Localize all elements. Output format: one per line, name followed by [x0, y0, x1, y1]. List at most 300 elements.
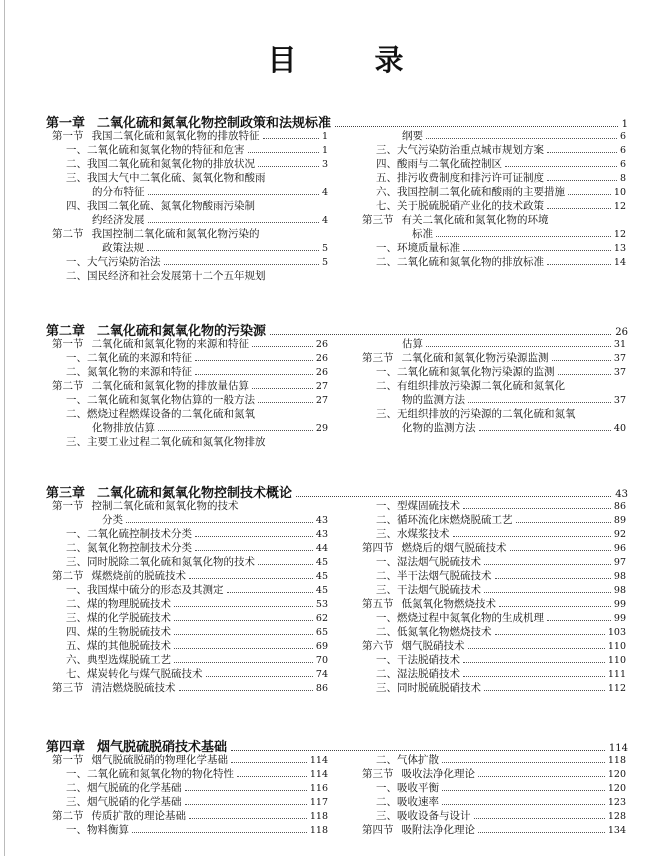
- section-entry[interactable]: [356, 541, 626, 555]
- entry-page-number: 86: [315, 683, 328, 694]
- dot-leader: [231, 750, 605, 751]
- entry-page-number: 13: [613, 243, 626, 254]
- section-number: 第一节: [52, 500, 84, 512]
- toc-entry[interactable]: [46, 143, 328, 157]
- dot-leader: [568, 194, 611, 195]
- section-number: 第三节: [362, 768, 394, 780]
- dot-leader: [558, 374, 611, 375]
- section-entry[interactable]: [46, 499, 328, 513]
- entry-label: 第一节 控制二氧化硫和氮氧化物的技术: [52, 500, 239, 512]
- dot-leader: [478, 776, 605, 777]
- entry-label: 一、物料衡算: [66, 824, 129, 836]
- chapter-page-number: 26: [615, 327, 628, 338]
- entry-page-number: 98: [613, 585, 626, 596]
- toc-entry[interactable]: [46, 527, 328, 541]
- entry-page-number: 114: [309, 769, 328, 780]
- section-entry[interactable]: [46, 569, 328, 583]
- toc-entry[interactable]: [356, 513, 626, 527]
- entry-page-number: 29: [315, 423, 328, 434]
- page-title: 目 录: [267, 43, 438, 77]
- dot-leader: [463, 662, 605, 663]
- chapter-number: 第一章: [46, 116, 86, 131]
- chapter-heading[interactable]: [46, 320, 628, 339]
- toc-entry[interactable]: [46, 241, 328, 255]
- entry-label: 化物排放估算: [92, 422, 155, 434]
- toc-column-left: [46, 337, 328, 449]
- section-entry[interactable]: [46, 227, 328, 241]
- entry-page-number: 116: [309, 783, 328, 794]
- entry-label: 化物的监测方法: [402, 422, 476, 434]
- toc-entry[interactable]: [356, 407, 626, 421]
- section-entry[interactable]: [46, 681, 328, 695]
- chapter-title: 二氧化硫和氮氧化物的污染源: [97, 324, 267, 339]
- entry-label: 一、湿法烟气脱硫技术: [376, 556, 481, 568]
- section-entry[interactable]: [46, 337, 328, 351]
- dot-leader: [516, 522, 611, 523]
- dot-leader: [126, 522, 313, 523]
- section-entry[interactable]: [356, 213, 626, 227]
- dot-leader: [547, 180, 617, 181]
- entry-page-number: 37: [613, 367, 626, 378]
- entry-label: 二、我国二氧化硫和氮氧化物的排放状况: [66, 158, 255, 170]
- dot-leader: [436, 236, 611, 237]
- entry-label: 三、吸收设备与设计: [376, 810, 471, 822]
- dot-leader: [547, 152, 617, 153]
- entry-label: 第三节 清洁燃烧脱硫技术: [52, 682, 176, 694]
- dot-leader: [179, 690, 313, 691]
- dot-leader: [174, 648, 313, 649]
- toc-entry[interactable]: [356, 143, 626, 157]
- entry-label: 第三节 吸收法净化理论: [362, 768, 475, 780]
- dot-leader: [426, 346, 611, 347]
- toc-entry[interactable]: [356, 809, 626, 823]
- dot-leader: [148, 222, 319, 223]
- entry-page-number: 103: [607, 627, 626, 638]
- entry-label: 一、二氧化硫和氮氧化物的物化特性: [66, 768, 234, 780]
- toc-entry[interactable]: [356, 611, 626, 625]
- toc-entry[interactable]: [46, 407, 328, 421]
- dot-leader: [174, 662, 313, 663]
- entry-page-number: 120: [607, 769, 626, 780]
- chapter-page-number: 43: [615, 489, 628, 500]
- section-entry[interactable]: [356, 639, 626, 653]
- toc-entry[interactable]: [46, 625, 328, 639]
- entry-label: 一、干法脱硝技术: [376, 654, 460, 666]
- entry-page-number: 110: [607, 641, 626, 652]
- entry-page-number: 1: [321, 131, 328, 142]
- entry-page-number: 5: [321, 257, 328, 268]
- entry-page-number: 112: [607, 683, 626, 694]
- toc-entry[interactable]: [356, 171, 626, 185]
- toc-entry[interactable]: [46, 639, 328, 653]
- entry-page-number: 27: [315, 381, 328, 392]
- dot-leader: [463, 676, 605, 677]
- toc-entry[interactable]: [356, 795, 626, 809]
- dot-leader: [258, 564, 313, 565]
- entry-page-number: 1: [321, 145, 328, 156]
- dot-leader: [484, 564, 611, 565]
- toc-entry[interactable]: [46, 781, 328, 795]
- dot-leader: [164, 264, 319, 265]
- chapter-title: 二氧化硫和氮氧化物控制政策和法规标准: [97, 116, 332, 131]
- dot-leader: [174, 634, 313, 635]
- toc-entry[interactable]: [46, 157, 328, 171]
- section-number: 第一节: [52, 130, 84, 142]
- chapter-heading[interactable]: [46, 482, 628, 501]
- entry-label: 二、煤的物理脱硫技术: [66, 598, 171, 610]
- toc-column-right: [356, 337, 626, 435]
- page-edge-line: [4, 0, 5, 856]
- section-number: 第一节: [52, 338, 84, 350]
- dot-leader: [174, 606, 313, 607]
- entry-label: 四、煤的生物脱硫技术: [66, 626, 171, 638]
- dot-leader: [547, 208, 611, 209]
- chapter-title: 烟气脱硫脱硝技术基础: [97, 740, 228, 755]
- entry-page-number: 45: [315, 571, 328, 582]
- entry-page-number: 92: [613, 529, 626, 540]
- entry-page-number: 70: [315, 655, 328, 666]
- entry-page-number: 99: [613, 613, 626, 624]
- chapter-heading[interactable]: [46, 112, 628, 131]
- chapter-heading[interactable]: [46, 736, 628, 755]
- toc-entry[interactable]: [356, 421, 626, 435]
- entry-label: 三、干法烟气脱硫技术: [376, 584, 481, 596]
- toc-entry[interactable]: [46, 583, 328, 597]
- toc-entry[interactable]: [356, 583, 626, 597]
- entry-label: 第一节 我国二氧化硫和氮氧化物的排放特征: [52, 130, 260, 142]
- toc-entry[interactable]: [356, 753, 626, 767]
- dot-leader: [206, 676, 313, 677]
- entry-page-number: 26: [315, 353, 328, 364]
- entry-label: 五、排污收费制度和排污许可证制度: [376, 172, 544, 184]
- toc-entry[interactable]: [46, 199, 328, 213]
- entry-label: 三、大气污染防治重点城市规划方案: [376, 144, 544, 156]
- section-number: 第二节: [52, 380, 84, 392]
- toc-entry[interactable]: [46, 421, 328, 435]
- toc-column-left: [46, 753, 328, 837]
- chapter-number: 第四章: [46, 740, 86, 755]
- section-entry[interactable]: [46, 753, 328, 767]
- toc-column-right: [356, 129, 626, 269]
- dot-leader: [442, 762, 605, 763]
- toc-entry[interactable]: [356, 157, 626, 171]
- entry-page-number: 89: [613, 515, 626, 526]
- toc-entry[interactable]: [356, 781, 626, 795]
- entry-label: 二、氮氧化物控制技术分类: [66, 542, 192, 554]
- dot-leader: [442, 790, 605, 791]
- dot-leader: [453, 536, 611, 537]
- section-number: 第一节: [52, 754, 84, 766]
- dot-leader: [552, 360, 611, 361]
- entry-page-number: 6: [619, 159, 626, 170]
- entry-page-number: 14: [613, 257, 626, 268]
- toc-entry[interactable]: [356, 667, 626, 681]
- dot-leader: [237, 776, 307, 777]
- toc-entry[interactable]: [356, 337, 626, 351]
- chapter-title: 二氧化硫和氮氧化物控制技术概论: [97, 486, 293, 501]
- dot-leader: [547, 264, 611, 265]
- toc-entry[interactable]: [46, 555, 328, 569]
- section-entry[interactable]: [356, 597, 626, 611]
- entry-label: 二、吸收速率: [376, 796, 439, 808]
- section-number: 第三节: [52, 682, 84, 694]
- toc-entry[interactable]: [356, 241, 626, 255]
- dot-leader: [495, 578, 611, 579]
- toc-entry[interactable]: [356, 393, 626, 407]
- entry-label: 六、我国控制二氧化硫和酸雨的主要措施: [376, 186, 565, 198]
- entry-label: 一、二氧化硫的来源和特征: [66, 352, 192, 364]
- entry-label: 三、水煤浆技术: [376, 528, 450, 540]
- toc-entry[interactable]: [46, 351, 328, 365]
- entry-label: 第二节 传质扩散的理论基础: [52, 810, 186, 822]
- toc-entry[interactable]: [356, 569, 626, 583]
- toc-entry[interactable]: [356, 185, 626, 199]
- toc-entry[interactable]: [46, 611, 328, 625]
- entry-page-number: 110: [607, 655, 626, 666]
- toc-entry[interactable]: [356, 527, 626, 541]
- entry-page-number: 6: [619, 145, 626, 156]
- dot-leader: [132, 832, 307, 833]
- section-number: 第三节: [362, 214, 394, 226]
- dot-leader: [468, 402, 611, 403]
- dot-leader: [479, 430, 611, 431]
- toc-entry[interactable]: [46, 823, 328, 837]
- entry-label: 三、我国大气中二氧化硫、氮氧化物和酸雨: [66, 172, 266, 184]
- entry-label: 三、同时脱除二氧化硫和氮氧化物的技术: [66, 556, 255, 568]
- entry-page-number: 12: [613, 201, 626, 212]
- toc-entry[interactable]: [46, 255, 328, 269]
- entry-label: 约经济发展: [92, 214, 145, 226]
- entry-page-number: 43: [315, 515, 328, 526]
- entry-page-number: 12: [613, 229, 626, 240]
- toc-column-right: [356, 499, 626, 695]
- entry-page-number: 53: [315, 599, 328, 610]
- entry-label: 一、二氧化硫和氮氧化物的特征和危害: [66, 144, 245, 156]
- entry-label: 纲要: [402, 130, 423, 142]
- entry-page-number: 44: [315, 543, 328, 554]
- dot-leader: [510, 550, 611, 551]
- dot-leader: [195, 360, 313, 361]
- toc-entry[interactable]: [46, 185, 328, 199]
- dot-leader: [189, 578, 313, 579]
- section-entry[interactable]: [356, 767, 626, 781]
- section-number: 第四节: [362, 542, 394, 554]
- toc-entry[interactable]: [356, 653, 626, 667]
- section-number: 第三节: [362, 352, 394, 364]
- entry-page-number: 69: [315, 641, 328, 652]
- toc-entry[interactable]: [46, 767, 328, 781]
- dot-leader: [248, 152, 319, 153]
- entry-page-number: 10: [613, 187, 626, 198]
- section-entry[interactable]: [46, 129, 328, 143]
- toc-entry[interactable]: [356, 499, 626, 513]
- entry-page-number: 134: [607, 825, 626, 836]
- entry-label: 一、环境质量标准: [376, 242, 460, 254]
- toc-entry[interactable]: [46, 171, 328, 185]
- entry-page-number: 4: [321, 215, 328, 226]
- entry-label: 一、大气污染防治法: [66, 256, 161, 268]
- section-number: 第二节: [52, 228, 84, 240]
- entry-page-number: 37: [613, 395, 626, 406]
- toc-entry[interactable]: [46, 269, 328, 283]
- entry-label: 一、二氧化硫和氮氧化物估算的一般方法: [66, 394, 255, 406]
- dot-leader: [270, 334, 611, 335]
- entry-label: 估算: [402, 338, 423, 350]
- section-number: 第二节: [52, 570, 84, 582]
- toc-entry[interactable]: [356, 625, 626, 639]
- dot-leader: [189, 818, 307, 819]
- toc-entry[interactable]: [46, 653, 328, 667]
- entry-page-number: 118: [309, 825, 328, 836]
- toc-entry[interactable]: [46, 365, 328, 379]
- entry-label: 一、我国煤中硫分的形态及其测定: [66, 584, 224, 596]
- entry-label: 二、循环流化床燃烧脱硫工艺: [376, 514, 513, 526]
- entry-label: 二、燃烧过程燃煤设备的二氧化硫和氮氧: [66, 408, 255, 420]
- toc-column-right: [356, 753, 626, 837]
- toc-entry[interactable]: [356, 129, 626, 143]
- entry-label: 第一节 二氧化硫和氮氧化物的来源和特征: [52, 338, 249, 350]
- entry-page-number: 118: [607, 755, 626, 766]
- chapter-number: 第二章: [46, 324, 86, 339]
- entry-label: 三、烟气脱硝的化学基础: [66, 796, 182, 808]
- entry-label: 二、湿法脱硝技术: [376, 668, 460, 680]
- toc-entry[interactable]: [46, 213, 328, 227]
- section-entry[interactable]: [356, 351, 626, 365]
- dot-leader: [185, 790, 307, 791]
- entry-label: 第六节 烟气脱硝技术: [362, 640, 465, 652]
- toc-entry[interactable]: [46, 393, 328, 407]
- entry-label: 政策法规: [102, 242, 144, 254]
- entry-page-number: 27: [315, 395, 328, 406]
- entry-label: 第四节 燃烧后的烟气脱硫技术: [362, 542, 507, 554]
- toc-entry[interactable]: [46, 541, 328, 555]
- entry-label: 六、典型选煤脱硫工艺: [66, 654, 171, 666]
- toc-entry[interactable]: [356, 379, 626, 393]
- dot-leader: [174, 620, 313, 621]
- toc-entry[interactable]: [46, 597, 328, 611]
- dot-leader: [147, 250, 319, 251]
- entry-label: 的分布特征: [92, 186, 145, 198]
- toc-entry[interactable]: [356, 555, 626, 569]
- entry-page-number: 37: [613, 353, 626, 364]
- dot-leader: [195, 550, 313, 551]
- entry-page-number: 43: [315, 529, 328, 540]
- entry-page-number: 128: [607, 811, 626, 822]
- toc-entry[interactable]: [46, 795, 328, 809]
- entry-label: 二、烟气脱硫的化学基础: [66, 782, 182, 794]
- toc-entry[interactable]: [356, 255, 626, 269]
- entry-label: 三、同时脱硫脱硝技术: [376, 682, 481, 694]
- dot-leader: [252, 388, 313, 389]
- dot-leader: [185, 804, 307, 805]
- entry-label: 三、主要工业过程二氧化硫和氮氧化物排放: [66, 436, 266, 448]
- section-entry[interactable]: [356, 823, 626, 837]
- entry-label: 七、煤炭转化与煤气脱硫技术: [66, 668, 203, 680]
- entry-page-number: 118: [309, 811, 328, 822]
- toc-column-left: [46, 129, 328, 283]
- section-number: 第六节: [362, 640, 394, 652]
- entry-page-number: 120: [607, 783, 626, 794]
- dot-leader: [463, 250, 611, 251]
- entry-page-number: 45: [315, 585, 328, 596]
- entry-page-number: 114: [309, 755, 328, 766]
- entry-label: 一、吸收平衡: [376, 782, 439, 794]
- dot-leader: [195, 536, 313, 537]
- dot-leader: [227, 592, 313, 593]
- entry-page-number: 3: [321, 159, 328, 170]
- section-number: 第四节: [362, 824, 394, 836]
- entry-page-number: 8: [619, 173, 626, 184]
- dot-leader: [474, 818, 605, 819]
- section-entry[interactable]: [46, 379, 328, 393]
- dot-leader: [148, 194, 319, 195]
- section-entry[interactable]: [46, 809, 328, 823]
- entry-label: 四、我国二氧化硫、氮氧化物酸雨污染制: [66, 200, 255, 212]
- entry-page-number: 123: [607, 797, 626, 808]
- entry-label: 二、二氧化硫和氮氧化物的排放标准: [376, 256, 544, 268]
- entry-label: 七、关于脱硫脱硝产业化的技术政策: [376, 200, 544, 212]
- dot-leader: [296, 496, 611, 497]
- entry-label: 第二节 我国控制二氧化硫和氮氧化物污染的: [52, 228, 260, 240]
- dot-leader: [426, 138, 617, 139]
- dot-leader: [463, 508, 611, 509]
- entry-label: 分类: [102, 514, 123, 526]
- entry-label: 一、燃烧过程中氮氧化物的生成机理: [376, 612, 544, 624]
- entry-label: 第一节 烟气脱硫脱硝的物理化学基础: [52, 754, 228, 766]
- entry-page-number: 97: [613, 557, 626, 568]
- entry-label: 物的监测方法: [402, 394, 465, 406]
- toc-entry[interactable]: [356, 199, 626, 213]
- toc-entry[interactable]: [46, 513, 328, 527]
- dot-leader: [258, 166, 319, 167]
- dot-leader: [499, 606, 611, 607]
- entry-page-number: 98: [613, 571, 626, 582]
- chapter-number: 第三章: [46, 486, 86, 501]
- entry-page-number: 45: [315, 557, 328, 568]
- entry-label: 第五节 低氮氧化物燃烧技术: [362, 598, 496, 610]
- entry-label: 第二节 煤燃烧前的脱硫技术: [52, 570, 186, 582]
- dot-leader: [547, 620, 611, 621]
- toc-entry[interactable]: [356, 227, 626, 241]
- dot-leader: [505, 166, 617, 167]
- section-number: 第二节: [52, 810, 84, 822]
- entry-label: 二、有组织排放污染源二氧化硫和氮氧化: [376, 380, 565, 392]
- chapter-page-number: 114: [608, 743, 628, 754]
- toc-entry[interactable]: [46, 435, 328, 449]
- toc-entry[interactable]: [46, 667, 328, 681]
- dot-leader: [263, 138, 319, 139]
- entry-page-number: 96: [613, 543, 626, 554]
- entry-page-number: 5: [321, 243, 328, 254]
- dot-leader: [484, 592, 611, 593]
- entry-page-number: 26: [315, 339, 328, 350]
- entry-page-number: 117: [309, 797, 328, 808]
- entry-page-number: 65: [315, 627, 328, 638]
- section-number: 第五节: [362, 598, 394, 610]
- toc-entry[interactable]: [356, 681, 626, 695]
- entry-label: 二、气体扩散: [376, 754, 439, 766]
- entry-label: 二、氮氧化物的来源和特征: [66, 366, 192, 378]
- dot-leader: [335, 126, 618, 127]
- dot-leader: [495, 634, 605, 635]
- dot-leader: [195, 374, 313, 375]
- toc-entry[interactable]: [356, 365, 626, 379]
- entry-label: 二、低氮氧化物燃烧技术: [376, 626, 492, 638]
- dot-leader: [478, 832, 605, 833]
- entry-label: 一、型煤固硫技术: [376, 500, 460, 512]
- entry-label: 二、半干法烟气脱硫技术: [376, 570, 492, 582]
- entry-page-number: 40: [613, 423, 626, 434]
